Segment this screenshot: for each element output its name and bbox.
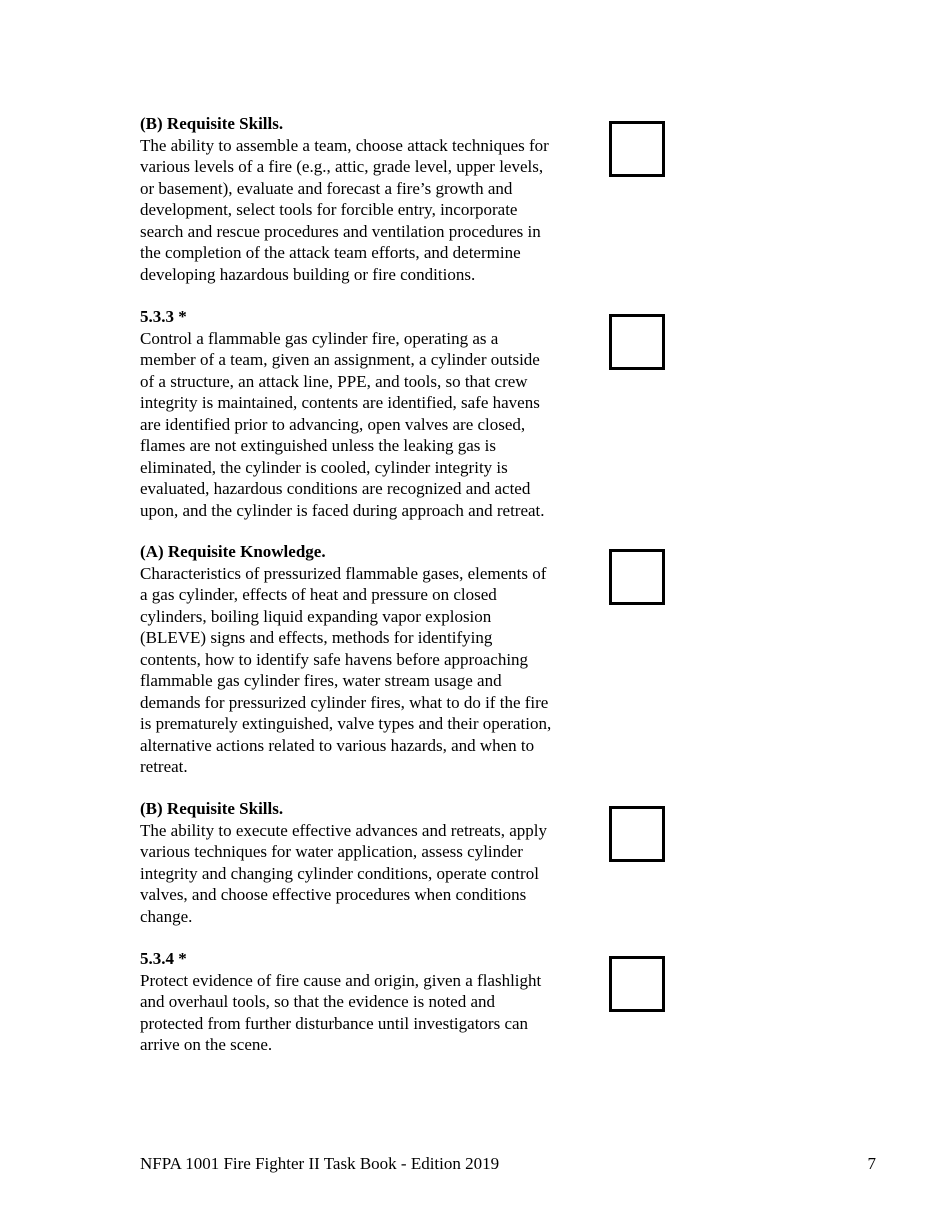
body-line: retreat. [140,757,188,776]
body-line: of a structure, an attack line, PPE, and tools, so that crew [140,371,528,391]
body-line: evaluated, hazardous conditions are recognized and acted [140,479,531,498]
body-line: various levels of a fire (e.g., attic, grade level, upper levels, [140,157,544,176]
body-line: the completion of the attack team efforts, and determine [140,243,521,262]
body-line: valves, and choose effective procedures when conditions [140,885,527,904]
section-body [140,135,595,286]
body-line: upon, and the cylinder is faced during approach and retreat. [140,500,545,520]
section-requisite-knowledge [140,541,595,778]
body-line: developing hazardous building or fire conditions. [140,264,476,284]
body-line: contents, how to identify safe havens before approaching [140,649,529,669]
body-line: The ability to assemble a team, choose attack techniques for [140,135,549,155]
body-line: a gas cylinder, effects of heat and pressure on closed [140,585,497,604]
body-line: change. [140,906,193,926]
section-heading: 5.3.4 * [140,949,187,968]
section-heading: 5.3.3 * [140,307,187,326]
body-line: Control a flammable gas cylinder fire, operating as a [140,328,499,348]
completion-checkbox-2[interactable] [609,314,665,370]
body-line: flammable gas cylinder fires, water stream usage and [140,671,502,690]
section-body [140,820,595,928]
completion-checkbox-1[interactable] [609,121,665,177]
body-line: Protect evidence of fire cause and origin, given a flashlight [140,970,542,990]
body-line: search and rescue procedures and ventilation procedures in [140,221,541,241]
body-line: The ability to execute effective advances and retreats, apply [140,820,548,840]
section-heading: (B) Requisite Skills. [140,114,284,133]
section-heading: (A) Requisite Knowledge. [140,542,326,561]
section-body [140,970,595,1056]
body-line: arrive on the scene. [140,1035,273,1054]
body-line: protected from further disturbance until investigators can [140,1013,529,1033]
body-line: and overhaul tools, so that the evidence is noted and [140,992,496,1011]
footer-title: NFPA 1001 Fire Fighter II Task Book - Edition 2019 [140,1154,500,1173]
body-line: or basement), evaluate and forecast a fire’s growth and [140,178,513,198]
completion-checkbox-5[interactable] [609,956,665,1012]
section-body [140,563,595,778]
body-line: eliminated, the cylinder is cooled, cylinder integrity is [140,457,508,477]
body-line: demands for pressurized cylinder fires, what to do if the fire [140,692,549,712]
body-line: alternative actions related to various hazards, and when to [140,735,535,755]
body-line: flames are not extinguished unless the leaking gas is [140,436,496,455]
body-line: (BLEVE) signs and effects, methods for identifying [140,628,493,647]
body-line: member of a team, given an assignment, a cylinder outside [140,350,540,369]
section-requisite-skills-2 [140,798,595,927]
body-line: integrity is maintained, contents are identified, safe havens [140,393,540,412]
body-line: development, select tools for forcible entry, incorporate [140,200,518,219]
section-heading: (B) Requisite Skills. [140,799,284,818]
section-5-3-4 [140,948,595,1056]
body-line: cylinders, boiling liquid expanding vapor explosion [140,606,492,626]
section-body [140,328,595,522]
page-number: 7 [867,1154,876,1173]
completion-checkbox-4[interactable] [609,806,665,862]
body-line: are identified prior to advancing, open valves are closed, [140,414,526,434]
body-line: Characteristics of pressurized flammable gases, elements of [140,563,547,583]
section-requisite-skills-1 [140,113,595,285]
body-line: is prematurely extinguished, valve types and their operation, [140,714,552,733]
section-5-3-3 [140,306,595,521]
body-line: various techniques for water application, assess cylinder [140,842,523,861]
body-line: integrity and changing cylinder conditions, operate control [140,863,539,883]
completion-checkbox-3[interactable] [609,549,665,605]
